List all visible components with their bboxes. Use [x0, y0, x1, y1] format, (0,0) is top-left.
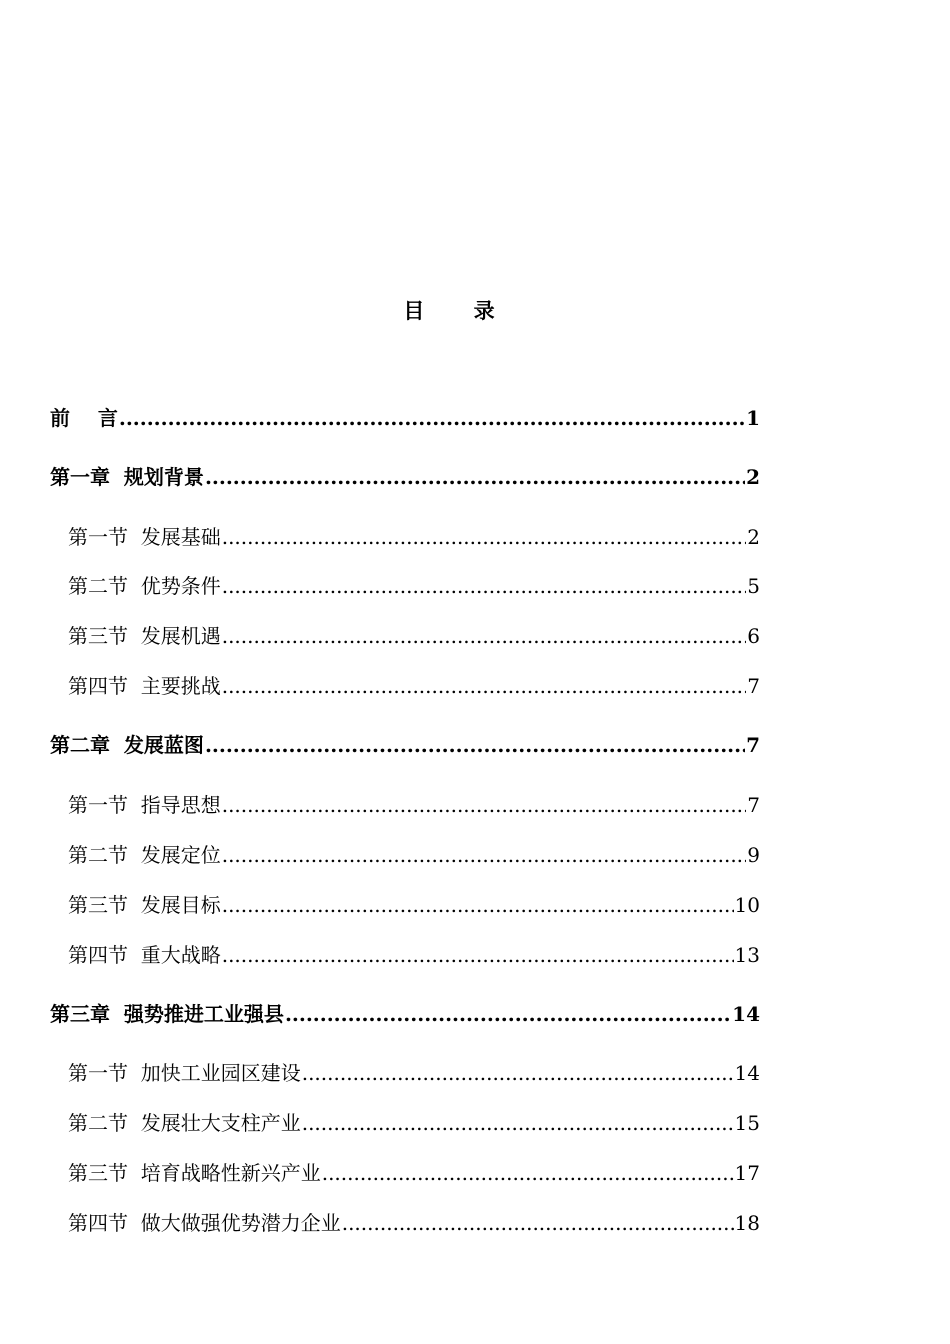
- toc-page-number: 15: [734, 1111, 760, 1135]
- toc-page-number: 1: [746, 406, 760, 430]
- toc-entry-section[interactable]: [68, 621, 760, 651]
- toc-entry-label: 第二节 发展定位: [68, 843, 221, 867]
- dot-leader: [205, 462, 745, 492]
- toc-page-number: 7: [747, 674, 760, 698]
- dot-leader: [119, 403, 745, 433]
- toc-page-number: 2: [747, 525, 760, 549]
- toc-entry-label: 第三节 培育战略性新兴产业: [68, 1161, 321, 1185]
- toc-entry-section[interactable]: [68, 940, 760, 970]
- toc-entry-section[interactable]: [68, 1058, 760, 1088]
- dot-leader: [222, 621, 747, 651]
- toc-entry-label: 第一节 发展基础: [68, 525, 221, 549]
- toc-entry-section[interactable]: [68, 522, 760, 552]
- dot-leader: [222, 840, 747, 870]
- toc-entry-chapter-3[interactable]: [50, 999, 760, 1029]
- dot-leader: [222, 571, 747, 601]
- toc-entry-label: 第三章 强势推进工业强县: [50, 1002, 284, 1026]
- dot-leader: [322, 1158, 734, 1188]
- dot-leader: [302, 1058, 734, 1088]
- toc-entry-chapter-1[interactable]: [50, 462, 760, 492]
- toc-entry-label: 第四节 做大做强优势潜力企业: [68, 1211, 341, 1235]
- dot-leader: [222, 890, 734, 920]
- toc-page-number: 2: [746, 465, 760, 489]
- toc-page-number: 7: [747, 793, 760, 817]
- toc-entry-label: 第二章 发展蓝图: [50, 733, 204, 757]
- dot-leader: [222, 790, 747, 820]
- toc-entry-chapter-2[interactable]: [50, 730, 760, 760]
- toc-page-number: 6: [747, 624, 760, 648]
- toc-entry-section[interactable]: [68, 1108, 760, 1138]
- toc-entry-section[interactable]: [68, 671, 760, 701]
- toc-entry-label: 第四节 主要挑战: [68, 674, 221, 698]
- toc-entry-section[interactable]: [68, 890, 760, 920]
- dot-leader: [222, 940, 734, 970]
- toc-entry-label: 第三节 发展目标: [68, 893, 221, 917]
- toc-page-number: 13: [734, 943, 760, 967]
- toc-page-number: 17: [734, 1161, 760, 1185]
- toc-page-number: 9: [747, 843, 760, 867]
- toc-page-number: 7: [746, 733, 760, 757]
- dot-leader: [222, 671, 747, 701]
- toc-title: 目 录: [403, 298, 499, 323]
- dot-leader: [222, 522, 747, 552]
- toc-page-number: 14: [734, 1061, 760, 1085]
- toc-page-number: 5: [747, 574, 760, 598]
- dot-leader: [205, 730, 745, 760]
- toc-entry-label: 第一节 指导思想: [68, 793, 221, 817]
- toc-entry-section[interactable]: [68, 840, 760, 870]
- toc-entry-label: 第二节 发展壮大支柱产业: [68, 1111, 301, 1135]
- toc-entry-label: 第四节 重大战略: [68, 943, 221, 967]
- toc-entry-label: 第一节 加快工业园区建设: [68, 1061, 301, 1085]
- toc-page-number: 18: [734, 1211, 760, 1235]
- toc-entry-section[interactable]: [68, 571, 760, 601]
- dot-leader: [342, 1208, 734, 1238]
- toc-entry-section[interactable]: [68, 1158, 760, 1188]
- toc-entry-label: 第一章 规划背景: [50, 465, 204, 489]
- toc-entry-section[interactable]: [68, 790, 760, 820]
- dot-leader: [285, 999, 731, 1029]
- toc-entry-section[interactable]: [68, 1208, 760, 1238]
- dot-leader: [302, 1108, 734, 1138]
- toc-page-number: 14: [732, 1002, 760, 1026]
- toc-entry-label: 第三节 发展机遇: [68, 624, 221, 648]
- toc-page-number: 10: [734, 893, 760, 917]
- toc-entry-preface[interactable]: [50, 403, 760, 433]
- toc-entry-label: 第二节 优势条件: [68, 574, 221, 598]
- toc-entry-label: 前 言: [50, 406, 118, 430]
